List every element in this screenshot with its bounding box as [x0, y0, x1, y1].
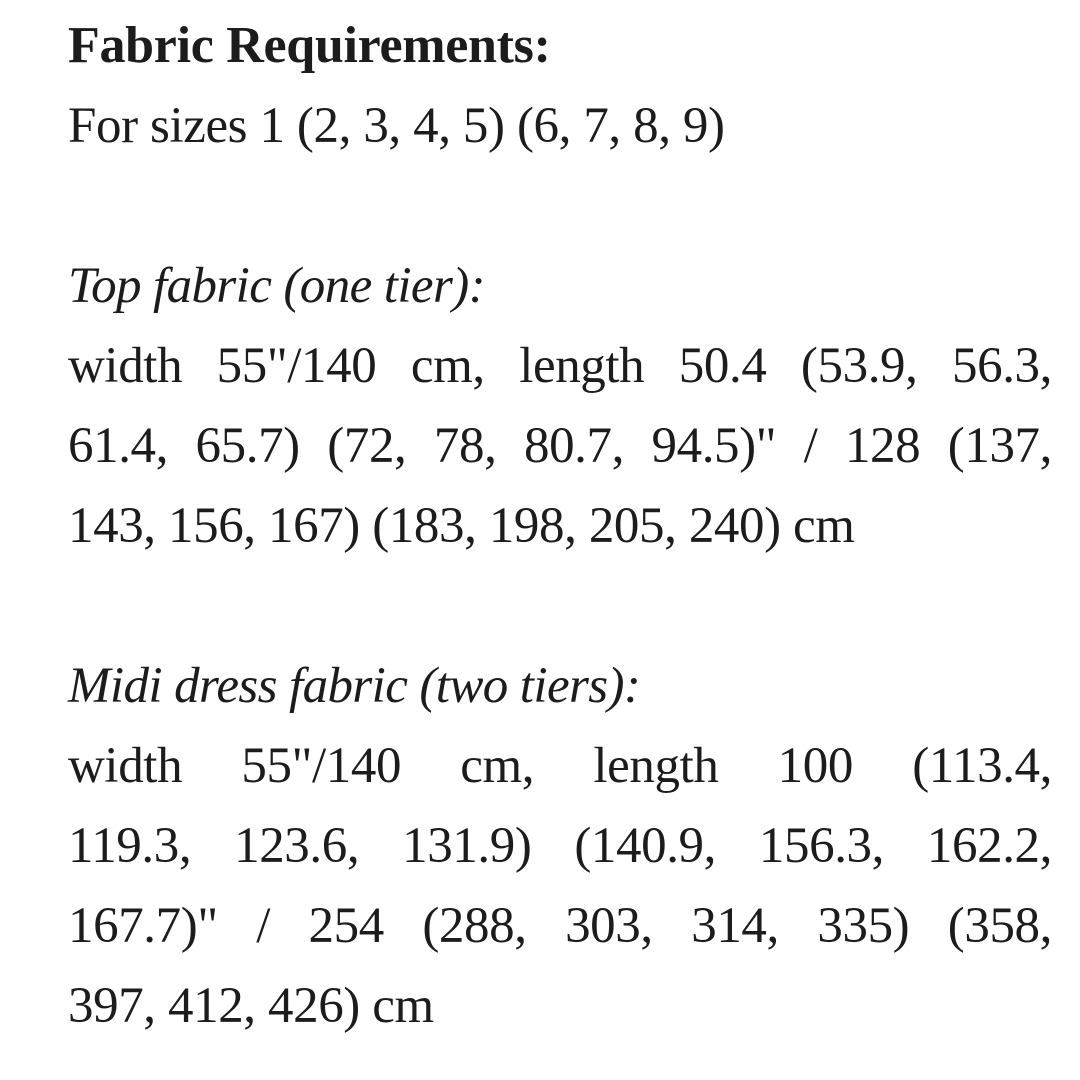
- heading: Fabric Requirements:: [68, 17, 551, 74]
- section-label-top-fabric: Top fabric (one tier):: [68, 258, 485, 314]
- text-line: 143, 156, 167) (183, 198, 205, 240) cm: [68, 498, 855, 554]
- text-line: width 55"/140 cm, length 50.4 (53.9, 56.3,: [68, 338, 1052, 394]
- text-line: 167.7)" / 254 (288, 303, 314, 335) (358,: [68, 898, 1052, 954]
- section-label-midi-dress-fabric: Midi dress fabric (two tiers):: [68, 658, 641, 714]
- sizes-line: For sizes 1 (2, 3, 4, 5) (6, 7, 8, 9): [68, 98, 725, 154]
- document: [68, 6, 1052, 1046]
- section-text-midi-dress-fabric: [68, 726, 1052, 1046]
- text-line: 61.4, 65.7) (72, 78, 80.7, 94.5)" / 128 (137,: [68, 418, 1052, 474]
- section-text-top-fabric: [68, 326, 1052, 566]
- text-line: 397, 412, 426) cm: [68, 978, 434, 1034]
- text-line: width 55"/140 cm, length 100 (113.4,: [68, 738, 1052, 794]
- text-line: 119.3, 123.6, 131.9) (140.9, 156.3, 162.2,: [68, 818, 1052, 874]
